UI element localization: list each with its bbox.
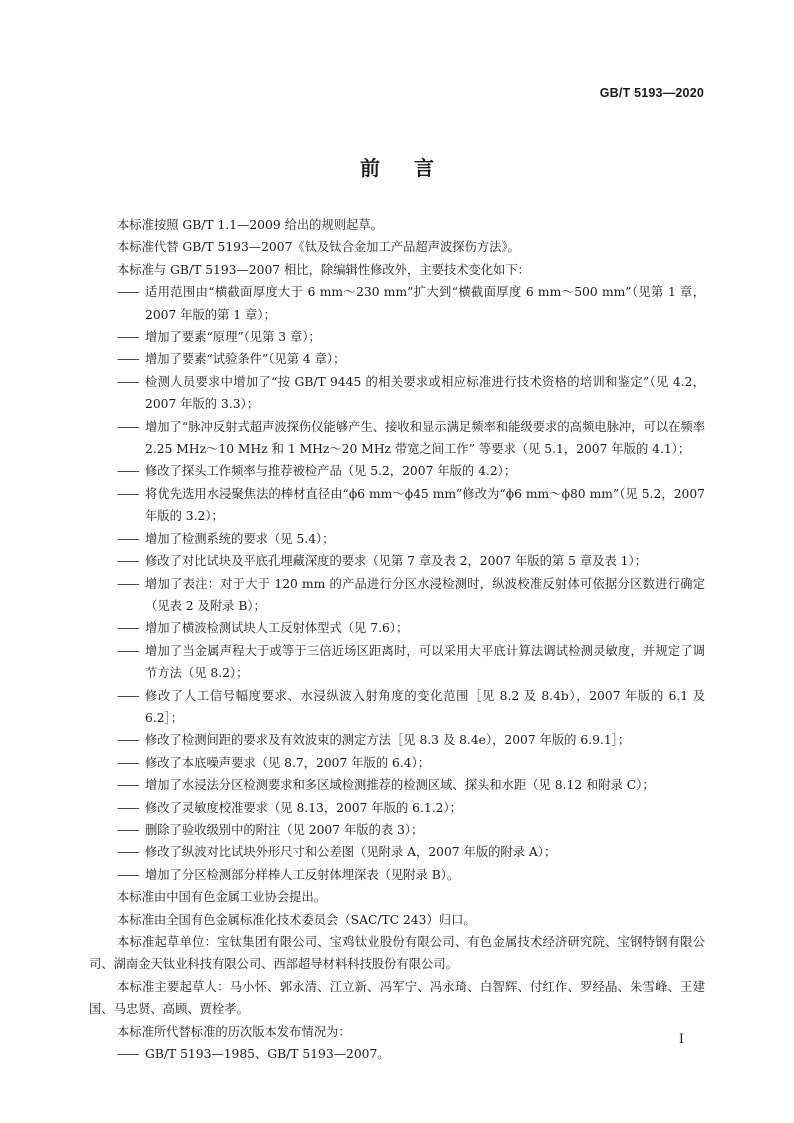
dash-marker: —— <box>117 554 138 569</box>
history-text: GB/T 5193—1985、GB/T 5193—2007。 <box>145 1047 390 1062</box>
standard-code-header: GB/T 5193—2020 <box>599 86 704 100</box>
change-item <box>89 797 705 819</box>
proposer-paragraph: 本标准由中国有色金属工业协会提出。 <box>117 890 327 905</box>
dash-marker: —— <box>117 800 138 815</box>
change-item <box>89 416 705 461</box>
change-text: 删除了验收级别中的附注（见 2007 年版的表 3）； <box>145 822 424 837</box>
intro-paragraph-2: 本标准代替 GB/T 5193—2007《钛及钛合金加工产品超声波探伤方法》。 <box>117 240 520 255</box>
change-item <box>89 841 705 863</box>
change-text: 修改了灵敏度校准要求（见 8.13，2007 年版的 6.1.2）； <box>145 800 462 815</box>
dash-marker: —— <box>117 688 138 703</box>
change-text: 修改了人工信号幅度要求、水浸纵波入射角度的变化范围［见 8.2 及 8.4b），2007 年版的 6.1 及 6.2］； <box>145 688 705 725</box>
dash-marker: —— <box>117 486 138 501</box>
change-text: 将优先选用水浸聚焦法的棒材直径由“ϕ6 mm～ϕ45 mm”修改为“ϕ6 mm～ϕ80 mm”（见 5.2，2007 年版的 3.2）； <box>145 486 705 524</box>
change-item <box>89 752 705 774</box>
dash-marker: —— <box>117 1047 138 1062</box>
change-text: 增加了“脉冲反射式超声波探伤仪能够产生、接收和显示满足频率和能级要求的高频电脉冲，可以在频率 2.25 MHz～10 MHz 和 1 MHz～20 MHz 带宽之间工作” 等要求（见 5.1，2007 年版的 4.1）； <box>145 419 705 457</box>
drafting-units-paragraph: 本标准起草单位：宝钛集团有限公司、宝鸡钛业股份有限公司、有色金属技术经济研究院、宝钢特钢有限公司、湖南金天钛业科技有限公司、西部超导材料科技股份有限公司。 <box>89 935 705 972</box>
dash-marker: —— <box>117 845 138 860</box>
page-title: 前言 <box>360 156 468 180</box>
change-item <box>89 371 705 416</box>
change-text: 增加了分区检测部分样棒人工反射体埋深表（见附录 B）。 <box>145 867 460 882</box>
change-item <box>89 348 705 370</box>
change-item <box>89 550 705 572</box>
intro-paragraph-3: 本标准与 GB/T 5193—2007 相比，除编辑性修改外，主要技术变化如下： <box>117 262 530 277</box>
change-item <box>89 326 705 348</box>
dash-marker: —— <box>117 576 138 591</box>
change-text: 修改了本底噪声要求（见 8.7，2007 年版的 6.4）； <box>145 755 431 770</box>
change-text: 修改了对比试块及平底孔埋藏深度的要求（见第 7 章及表 2，2007 年版的第 5 章及表 1）； <box>145 554 647 569</box>
dash-marker: —— <box>117 464 138 479</box>
change-text: 适用范围由“横截面厚度大于 6 mm～230 mm”扩大到“横截面厚度 6 mm～500 mm”（见第 1 章，2007 年版的第 1 章）； <box>145 285 705 322</box>
change-item <box>89 819 705 841</box>
change-text: 修改了探头工作频率与推荐被检产品（见 5.2，2007 年版的 4.2）； <box>145 464 517 479</box>
change-text: 增加了要素“原理”（见第 3 章）； <box>145 330 321 345</box>
drafters-paragraph: 本标准主要起草人：马小怀、郭永清、江立新、冯军宁、冯永琦、白智辉、付红作、罗经晶、朱雪峰、王建国、马忠贤、高顾、贾栓孝。 <box>89 979 705 1017</box>
dash-marker: —— <box>117 285 138 300</box>
change-text: 修改了检测间距的要求及有效波束的测定方法［见 8.3 及 8.4e），2007 年版的 6.9.1］； <box>145 733 631 748</box>
change-text: 增加了表注：对于大于 120 mm 的产品进行分区水浸检测时，纵波校准反射体可依据分区数进行确定（见表 2 及附录 B）； <box>145 576 705 613</box>
change-item <box>89 460 705 482</box>
dash-marker: —— <box>117 733 138 748</box>
change-text: 增加了当金属声程大于或等于三倍近场区距离时，可以采用大平底计算法调试检测灵敏度，并规定了调节方法（见 8.2）； <box>145 643 705 681</box>
dash-marker: —— <box>117 621 138 636</box>
dash-marker: —— <box>117 419 138 434</box>
dash-marker: —— <box>117 643 138 658</box>
dash-marker: —— <box>117 867 138 882</box>
change-item <box>89 281 705 326</box>
history-item <box>89 1043 705 1065</box>
change-text: 修改了纵波对比试块外形尺寸和公差图（见附录 A，2007 年版的附录 A）； <box>145 845 557 860</box>
change-text: 检测人员要求中增加了“按 GB/T 9445 的相关要求或相应标准进行技术资格的培训和鉴定”（见 4.2，2007 年版的 3.3）； <box>145 374 705 412</box>
change-item <box>89 729 705 751</box>
change-text: 增加了横波检测试块人工反射体型式（见 7.6）； <box>145 621 409 636</box>
dash-marker: —— <box>117 531 138 546</box>
change-text: 增加了检测系统的要求（见 5.4）； <box>145 531 335 546</box>
dash-marker: —— <box>117 374 138 389</box>
change-item <box>89 640 705 685</box>
dash-marker: —— <box>117 330 138 345</box>
change-text: 增加了水浸法分区检测要求和多区域检测推荐的检测区域、探头和水距（见 8.12 和附录 C）； <box>145 778 655 793</box>
committee-paragraph: 本标准由全国有色金属标准化技术委员会（SAC/TC 243）归口。 <box>117 912 476 927</box>
change-item <box>89 528 705 550</box>
intro-paragraph-1: 本标准按照 GB/T 1.1—2009 给出的规则起草。 <box>117 218 383 232</box>
change-item <box>89 573 705 618</box>
dash-marker: —— <box>117 822 138 837</box>
change-text: 增加了要素“试验条件”（见第 4 章）； <box>145 352 346 367</box>
page-number: I <box>678 1032 684 1047</box>
dash-marker: —— <box>117 778 138 793</box>
change-item <box>89 617 705 639</box>
dash-marker: —— <box>117 352 138 367</box>
change-item <box>89 685 705 730</box>
change-item <box>89 864 705 886</box>
foreword-body <box>89 214 705 1065</box>
dash-marker: —— <box>117 755 138 770</box>
change-item <box>89 774 705 796</box>
change-item <box>89 483 705 528</box>
history-intro-paragraph: 本标准所代替标准的历次版本发布情况为： <box>117 1024 351 1039</box>
